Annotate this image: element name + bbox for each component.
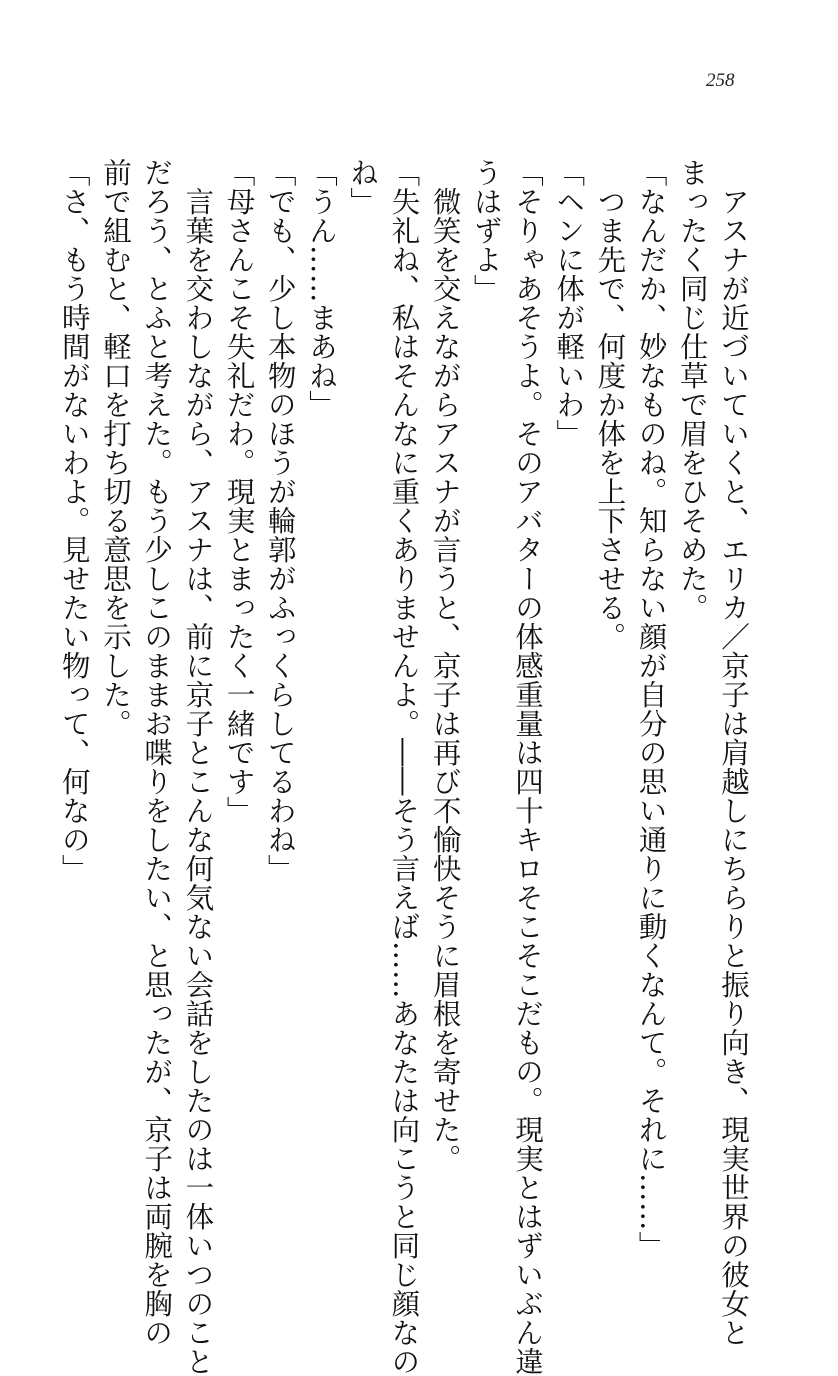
text-line: 言葉を交わしながら、アスナは、前に京子とこんな何気ない会話をしたのは一体いつのこと [181,186,215,1376]
text-line: 「失礼ね、私はそんなに重くありませんよ。――そう言えば……あなたは向こうと同じ顔なの [387,158,421,1376]
text-line: 「母さんこそ失礼だわ。現実とまったく一緒です」 [222,158,256,825]
text-line: 「でも、少し本物のほうが輪郭がふっくらしてるわね」 [263,158,297,883]
text-line: 微笑を交えながらアスナが言うと、京子は再び不愉快そうに眉根を寄せた。 [428,186,462,1173]
text-line: だろう、とふと考えた。もう少しこのままお喋りをしたい、と思ったが、京子は両腕を胸の [140,158,174,1347]
text-line: 「ヘンに体が軽いわ」 [552,158,586,448]
text-line: 前で組むと、軽口を打ち切る意思を示した。 [98,158,132,738]
text-line: つま先で、何度か体を上下させる。 [593,186,627,651]
text-line: 「さ、もう時間がないわよ。見せたい物って、何なの」 [57,158,91,883]
text-line: まったく同じ仕草で眉をひそめた。 [675,158,709,622]
page-number: 258 [706,70,735,91]
text-line: ね」 [346,158,380,216]
text-line: うはずよ」 [469,158,503,303]
text-line: アスナが近づいていくと、エリカ／京子は肩越しにちらりと振り向き、現実世界の彼女と [717,186,750,1347]
text-line: 「なんだか、妙なものね。知らない顔が自分の思い通りに動くなんて。それに……」 [634,158,668,1260]
novel-text-body [57,158,754,1376]
text-line: 「うん……まあね」 [304,158,338,419]
text-line: 「そりゃあそうよ。そのアバターの体感重量は四十キロそこそこだもの。現実とはずいぶん違 [510,158,544,1376]
